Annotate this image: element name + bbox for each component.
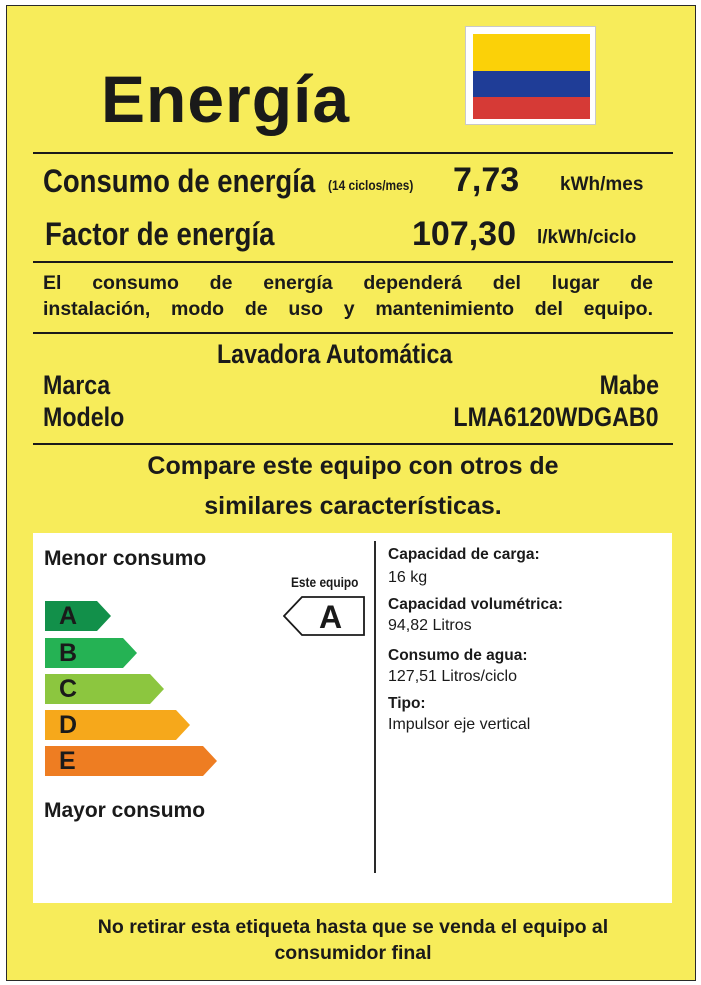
energy-class-c-letter: C [59,675,78,703]
energy-class-a-letter: A [59,602,78,630]
water-consumption-value: 127,51 Litros/ciclo [388,668,517,685]
compare-line-1: Compare este equipo con otros de [147,452,559,480]
volume-capacity-label: Capacidad volumétrica: [388,596,563,613]
type-value: Impulsor eje vertical [388,716,531,733]
divider [33,152,673,154]
energy-class-d-letter: D [59,711,78,739]
product-type: Lavadora Automática [217,339,453,369]
load-capacity-label: Capacidad de carga: [388,546,540,563]
compare-message [33,446,673,526]
divider [33,261,673,263]
consumption-unit: kWh/mes [560,174,644,195]
brand-label: Marca [43,370,111,400]
energy-class-d-bar [45,710,190,740]
factor-value: 107,30 [412,215,516,253]
brand-value: Mabe [599,370,659,400]
disclaimer-line-2: instalación, modo de uso y mantenimiento del equipo. [43,298,653,320]
compare-line-2: similares características. [204,492,502,520]
volume-capacity-value: 94,82 Litros [388,617,472,634]
highest-consumption-label: Mayor consumo [44,799,206,822]
load-capacity-value: 16 kg [388,569,428,586]
consumption-value: 7,73 [453,161,520,199]
flag-blue-stripe [473,71,590,97]
this-appliance-label: Este equipo [291,574,359,590]
footer-line-2: consumidor final [274,942,432,964]
energy-class-e-bar [45,746,217,776]
this-appliance-indicator [283,596,365,636]
water-consumption-label: Consumo de agua: [388,647,528,664]
energy-class-e-letter: E [59,747,76,775]
type-label: Tipo: [388,695,426,712]
energy-class-b-letter: B [59,639,78,667]
this-appliance-class: A [319,599,343,635]
label-title: Energía [101,62,351,136]
model-value: LMA6120WDGAB0 [453,402,659,432]
footer-notice [31,914,675,966]
consumption-label: Consumo de energía [43,163,316,199]
energy-class-b-bar [45,638,137,668]
disclaimer-line-1: El consumo de energía dependerá del lugar de [43,272,653,294]
energy-class-c-bar [45,674,164,704]
divider [33,332,673,334]
factor-unit: l/kWh/ciclo [537,227,637,248]
lowest-consumption-label: Menor consumo [44,547,207,570]
flag-red-stripe [473,97,590,119]
divider [33,443,673,445]
factor-label: Factor de energía [45,216,275,252]
model-label: Modelo [43,402,125,432]
footer-line-1: No retirar esta etiqueta hasta que se venda el equipo al [97,916,609,938]
energy-label [6,5,696,981]
colombia-flag-icon [465,26,596,125]
consumption-note: (14 ciclos/mes) [328,177,414,193]
panel-divider [374,541,376,873]
consumption-disclaimer [43,270,653,322]
energy-class-a-bar [45,601,111,631]
flag-yellow-stripe [473,34,590,71]
